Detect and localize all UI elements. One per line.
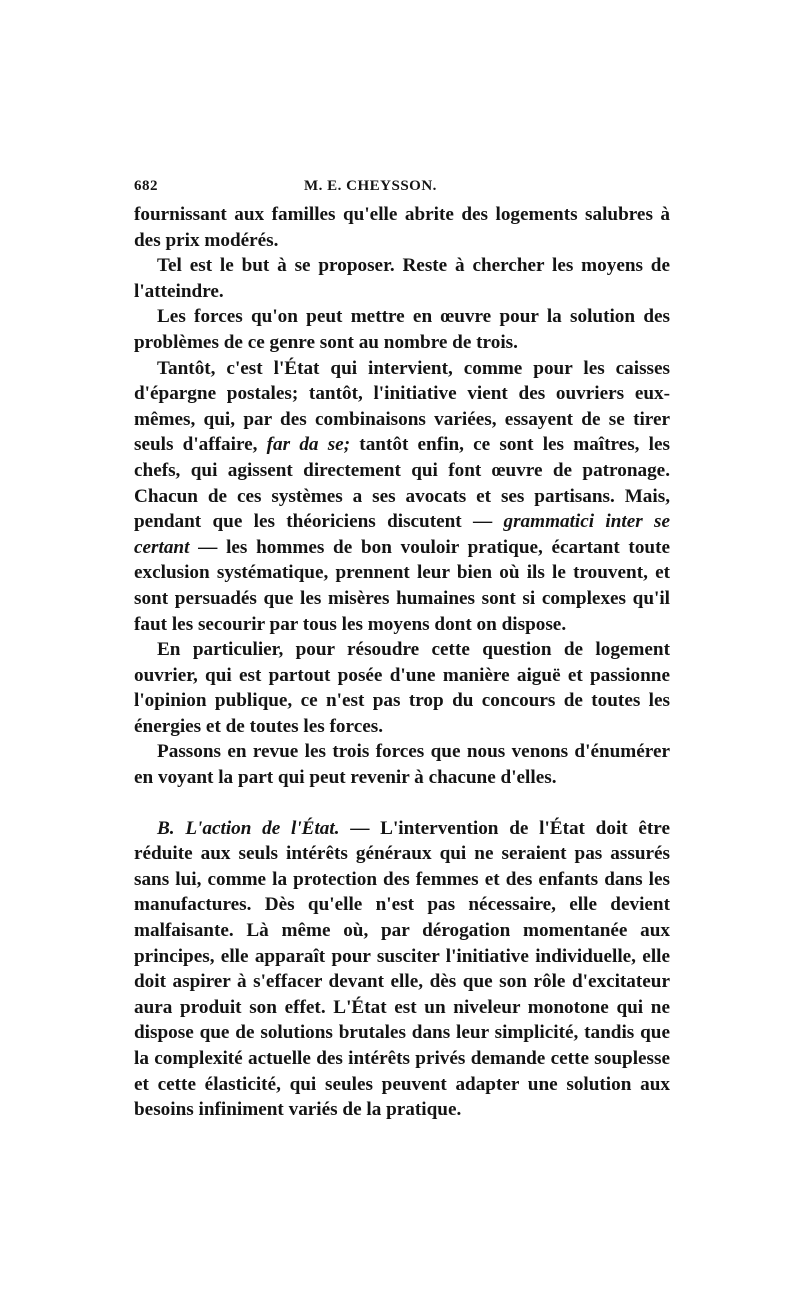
paragraph-text: Tantôt, c'est l'État qui intervient, comme pour les caisses d'épargne postales; tantôt, l'initiative vient des ouvriers eux-mêmes, qui, par des combinaisons variées, essayent de se tirer seuls d'affaire, (134, 357, 670, 456)
page-number: 682 (134, 178, 158, 194)
section-paragraph (134, 816, 670, 1123)
running-head-author: M. E. CHEYSSON. (304, 178, 437, 194)
paragraph-text: — L'intervention de l'État doit être réduite aux seuls intérêts généraux qui ne seraient pas assurés sans lui, comme la protection des femmes et des enfants dans les manufactures. Dès qu'elle n'est pas nécessaire, elle devient malfaisante. Là même où, par dérogation momentanée aux principes, elle apparaît pour susciter l'initiative individuelle, elle doit aspirer à s'effacer devant elle, dès que son rôle d'excitateur aura produit son effet. L'État est un niveleur monotone qui ne dispose que de solutions brutales dans leur simplicité, tandis que la complexité actuelle des intérêts privés demande cette souplesse et cette élasticité, qui seules peuvent adapter une solution aux besoins infiniment variés de la pratique. (134, 817, 670, 1121)
paragraph: Les forces qu'on peut mettre en œuvre pour la solution des problèmes de ce genre sont au nombre de trois. (134, 306, 670, 353)
paragraph-text: — les hommes de bon vouloir pratique, écartant toute exclusion systématique, prennent leur bien où ils le trouvent, et sont persuadés que les misères humaines sont si complexes qu'il faut les secourir par tous les moyens dont on dispose. (134, 536, 670, 635)
body-text (134, 202, 670, 1123)
italic-phrase: far da se; (266, 434, 351, 456)
paragraph: Passons en revue les trois forces que nous venons d'énumérer en voyant la part qui peut revenir à chacune d'elles. (134, 741, 670, 789)
section-heading: B. L'action de l'État. (157, 817, 340, 839)
paragraph-text: tantôt enfin, ce sont les maîtres, les chefs, qui agissent directement qui font œuvre de patronage. Chacun de ces systèmes a ses avocats et ses partisans. Mais, pendant que les théoriciens discutent — (134, 434, 670, 533)
italic-phrase: grammatici inter se certant (134, 511, 670, 558)
running-head (134, 176, 670, 202)
paragraph (134, 356, 670, 638)
paragraph: Tel est le but à se proposer. Reste à chercher les moyens de l'atteindre. (134, 255, 670, 302)
book-page (134, 176, 670, 1123)
paragraph-continued: fournissant aux familles qu'elle abrite des logements salubres à des prix modérés. (134, 204, 670, 251)
paragraph: En particulier, pour résoudre cette question de logement ouvrier, qui est partout posée d'une manière aiguë et passionne l'opinion publique, ce n'est pas trop du concours de toutes les énergies et de toutes les forces. (134, 639, 670, 737)
